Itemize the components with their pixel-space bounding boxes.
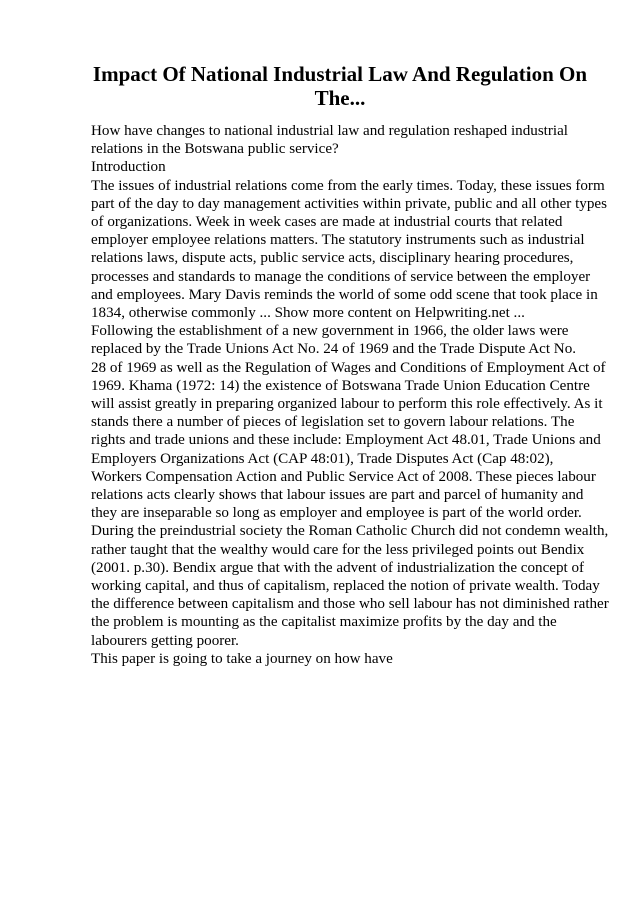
body-line: the difference between capitalism and those who sell labour has not diminished rather	[91, 596, 609, 613]
body-line: rights and trade unions and these include: Employment Act 48.01, Trade Unions and	[91, 432, 601, 449]
body-line: Following the establishment of a new government in 1966, the older laws were	[91, 323, 569, 340]
body-line: 28 of 1969 as well as the Regulation of Wages and Conditions of Employment Act of	[91, 359, 606, 376]
document-title	[60, 62, 620, 110]
body-line: Employers Organizations Act (CAP 48:01), Trade Disputes Act (Cap 48:02),	[91, 450, 554, 467]
body-line: working capital, and thus of capitalism, replaced the notion of private wealth. Today	[91, 578, 600, 595]
body-line: relations laws, dispute acts, public service acts, disciplinary hearing procedures,	[91, 250, 574, 267]
research-question-line: How have changes to national industrial law and regulation reshaped industrial	[91, 123, 568, 139]
body-line: will assist greatly in preparing organized labour to perform this role effectively. As it	[91, 396, 603, 413]
title-line: Impact Of National Industrial Law And Regulation On	[92, 62, 588, 86]
section-heading-introduction: Introduction	[91, 159, 166, 176]
body-line: (2001. p.30). Bendix argue that with the advent of industrialization the concept of	[91, 559, 585, 576]
title-line: The...	[314, 86, 366, 110]
body-line: they are inseparable so long as employer and employee is part of the world order.	[91, 505, 582, 522]
body-line: rather taught that the wealthy would care for the less privileged points out Bendix	[91, 541, 585, 558]
body-line: the problem is mounting as the capitalist maximize profits by the day and the	[91, 614, 557, 631]
body-line: labourers getting poorer.	[91, 632, 239, 649]
body-line: Workers Compensation Action and Public Service Act of 2008. These pieces labour	[91, 468, 596, 485]
body-line: part of the day to day management activities within private, public and all other types	[91, 195, 607, 212]
body-line: employer employee relations matters. The statutory instruments such as industrial	[91, 232, 585, 249]
research-question-line: relations in the Botswana public service?	[91, 141, 339, 158]
body-line: stands there a number of pieces of legislation set to govern labour relations. The	[91, 414, 575, 431]
body-line: relations acts clearly shows that labour issues are part and parcel of humanity and	[91, 487, 584, 504]
body-line: During the preindustrial society the Roman Catholic Church did not condemn wealth,	[91, 523, 609, 540]
body-line: 1834, otherwise commonly ... Show more content on Helpwriting.net ...	[91, 305, 525, 322]
body-line: The issues of industrial relations come from the early times. Today, these issues form	[91, 177, 605, 194]
body-line: processes and standards to manage the conditions of service between the employer	[91, 268, 591, 285]
body-line: This paper is going to take a journey on how have	[91, 650, 393, 667]
body-line: of organizations. Week in week cases are made at industrial courts that related	[91, 214, 563, 231]
body-line: replaced by the Trade Unions Act No. 24 of 1969 and the Trade Dispute Act No.	[91, 341, 577, 358]
body-line: and employees. Mary Davis reminds the world of some odd scene that took place in	[91, 286, 598, 303]
body-line: 1969. Khama (1972: 14) the existence of Botswana Trade Union Education Centre	[91, 377, 590, 394]
document-body	[91, 122, 609, 668]
